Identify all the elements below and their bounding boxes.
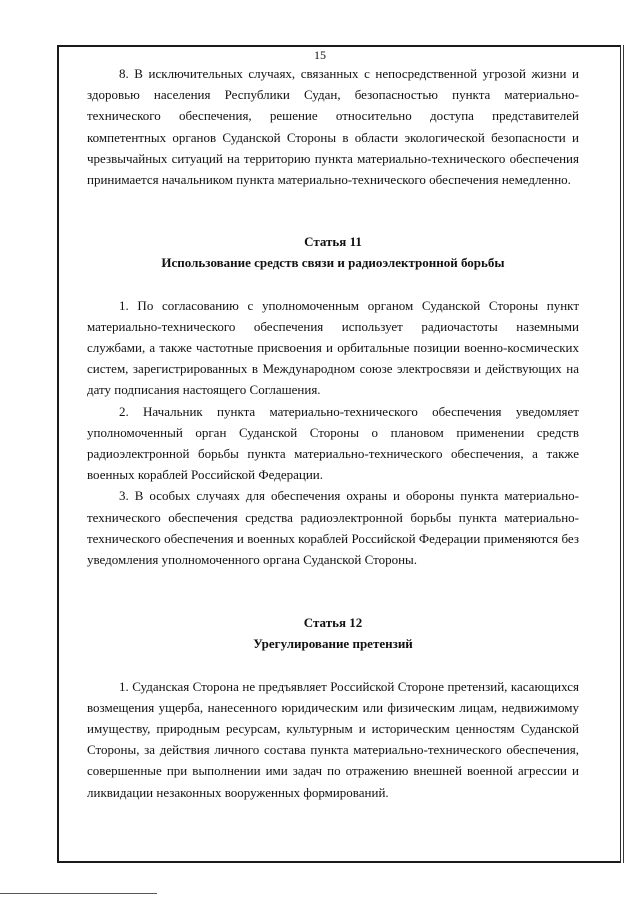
article-11-title: Использование средств связи и радиоэлектронной борьбы [161, 255, 505, 271]
paragraph-8-access: 8. В исключительных случаях, связанных с непосредственной угрозой жизни и здоровью населения Республики Судан, безопасностью пункта материально-технического обеспечения, решение относительно доступа представителей компетентных органов Суданской Стороны в области экологической безопасности и чрезвычайных ситуаций на территорию пункта материально-технического обеспечения принимается начальником пункта материально-технического обеспечения немедленно. [87, 66, 579, 188]
article-12-title: Урегулирование претензий [253, 636, 413, 652]
article-11-paragraph-3: 3. В особых случаях для обеспечения охраны и обороны пункта материально-технического обеспечения средства радиоэлектронной борьбы пункта материально-технического обеспечения и военных кораблей Российской Федерации применяются без уведомления уполномоченного органа Суданской Стороны. [87, 488, 579, 568]
article-11-paragraph-2: 2. Начальник пункта материально-технического обеспечения уведомляет уполномоченный орган Суданской Стороны о плановом применении средств радиоэлектронной борьбы пункта материально-технического обеспечения, а также военных кораблей Российской Федерации. [87, 403, 579, 483]
spacer [87, 570, 579, 591]
article-11-number: Статья 11 [304, 234, 362, 250]
document-body [87, 63, 579, 803]
article-11-paragraph-1: 1. По согласованию с уполномоченным органом Суданской Стороны пункт материально-технического обеспечения использует радиочастоты наземными службами, а также частотные присвоения и орбитальные позиции военно-космических систем, зарегистрированных в Международном союзе электросвязи и действующих на дату подписания настоящего Соглашения. [87, 297, 579, 398]
page-edge-line [0, 893, 157, 894]
article-12-paragraph-1: 1. Суданская Сторона не предъявляет Российской Стороне претензий, касающихся возмещения ущерба, нанесенного юридическим или физическим лицам, недвижимому имуществу, природным ресурсам, культурным и историческим ценностям Суданской Стороны, за действия личного состава пункта материально-технического обеспечения, совершенные при выполнении ими задач по отражению внешней военной агрессии и ликвидации незаконных вооруженных формирований. [87, 678, 579, 800]
spacer [87, 190, 579, 210]
article-12-number: Статья 12 [303, 615, 363, 631]
page-number: 15 [314, 48, 326, 62]
